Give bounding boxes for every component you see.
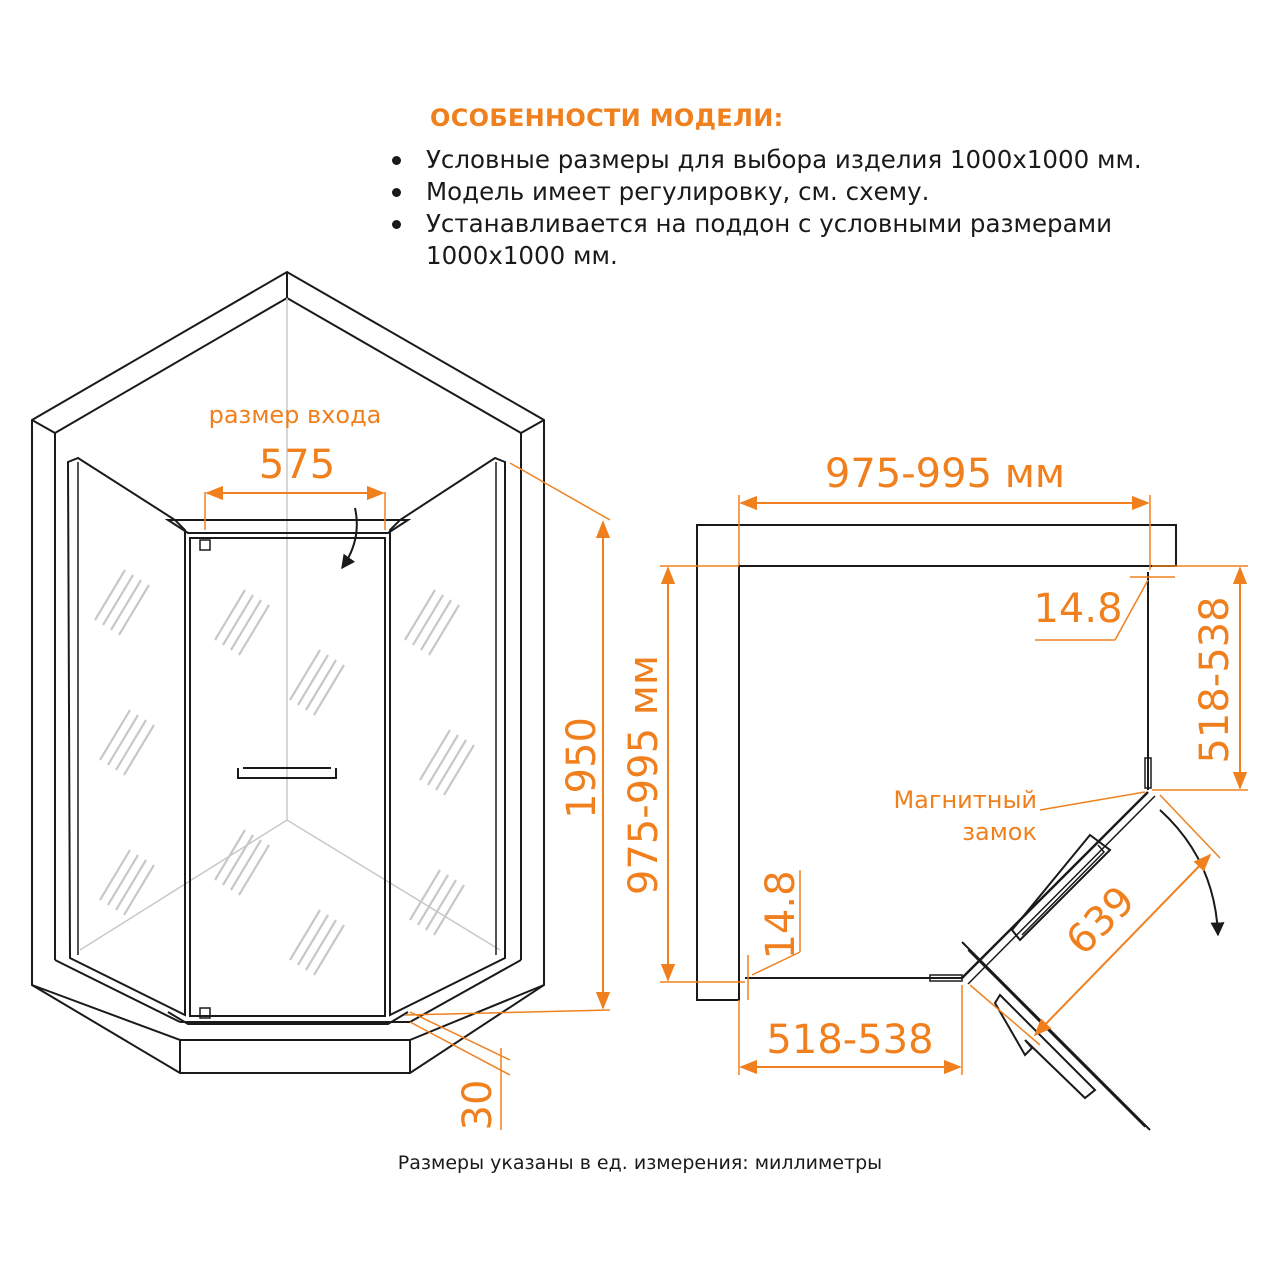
- feature-text: Модель имеет регулировку, см. схему.: [426, 177, 930, 206]
- footer-note: Размеры указаны в ед. измерения: миллиметры: [397, 1152, 883, 1174]
- bullet-icon: [392, 220, 401, 229]
- features-title: ОСОБЕННОСТИ МОДЕЛИ:: [430, 104, 784, 132]
- feature-text: Устанавливается на поддон с условными размерами: [426, 209, 1113, 238]
- gap-left-value: 14.8: [758, 870, 804, 960]
- plan-view: [621, 451, 1248, 1130]
- tray-height-value: 30: [455, 1079, 501, 1131]
- side-right-value: 518-538: [1192, 596, 1238, 764]
- height-value: 1950: [559, 717, 605, 819]
- bullet-icon: [392, 188, 401, 197]
- magnet-label-line2: замок: [962, 818, 1037, 846]
- front-view: [32, 272, 610, 1130]
- gap-top-value: 14.8: [1033, 586, 1123, 632]
- feature-text: Условные размеры для выбора изделия 1000х1000 мм.: [426, 145, 1142, 174]
- bullet-icon: [392, 156, 401, 165]
- plan-width-value: 975-995 мм: [824, 451, 1066, 497]
- feature-text-continuation: 1000х1000 мм.: [426, 241, 618, 270]
- door-width-value: 639: [1057, 877, 1145, 965]
- glass-hatching: [95, 570, 474, 975]
- magnet-label-line1: Магнитный: [893, 786, 1037, 814]
- entrance-label: размер входа: [208, 401, 382, 429]
- entrance-width-value: 575: [258, 442, 336, 488]
- plan-depth-value: 975-995 мм: [621, 654, 667, 896]
- side-bottom-value: 518-538: [766, 1017, 934, 1063]
